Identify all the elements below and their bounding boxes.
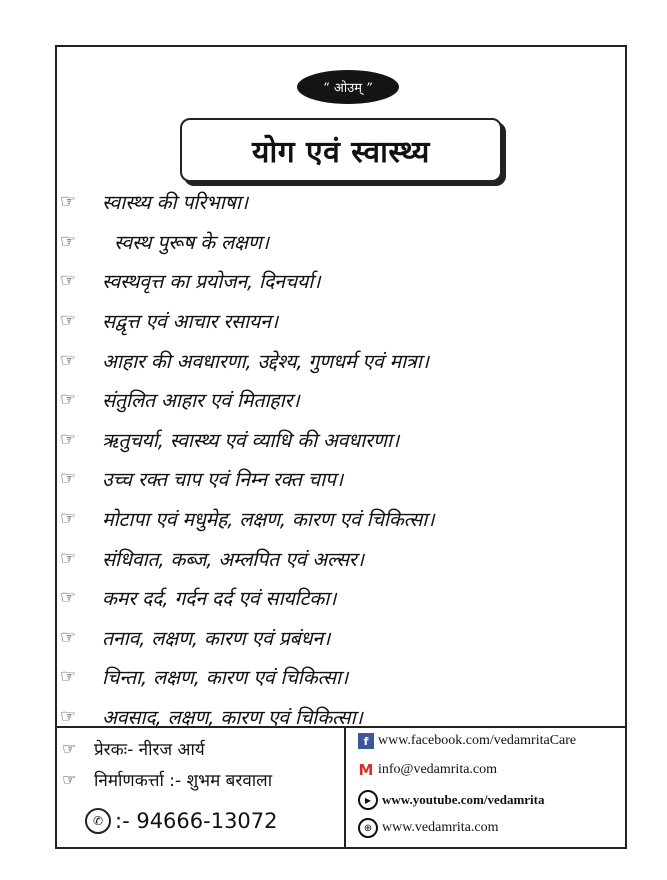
footer-divider-vertical bbox=[344, 726, 346, 849]
pointing-hand-icon: ☞ bbox=[60, 508, 77, 530]
producer-text: निर्माणकर्त्ता :- शुभम बरवाला bbox=[94, 771, 273, 791]
pointing-hand-icon: ☞ bbox=[60, 389, 77, 411]
list-item bbox=[60, 657, 620, 697]
facebook-icon: f bbox=[358, 733, 374, 749]
pointing-hand-icon: ☞ bbox=[60, 547, 77, 569]
pointing-hand-icon: ☞ bbox=[60, 587, 77, 609]
pointing-hand-icon: ☞ bbox=[62, 770, 77, 789]
list-item bbox=[60, 261, 620, 301]
topic-text: स्वस्थ पुरूष के लक्षण। bbox=[114, 230, 269, 254]
topic-text: अवसाद, लक्षण, कारण एवं चिकित्सा। bbox=[102, 706, 363, 730]
list-item bbox=[60, 499, 620, 539]
topic-list bbox=[60, 182, 620, 736]
pointing-hand-icon: ☞ bbox=[60, 191, 77, 213]
pointing-hand-icon: ☞ bbox=[60, 230, 77, 252]
topic-text: उच्च रक्त चाप एवं निम्न रक्त चाप। bbox=[102, 468, 343, 492]
list-item bbox=[60, 538, 620, 578]
facebook-contact bbox=[358, 733, 576, 749]
mail-icon: M bbox=[358, 761, 374, 779]
topic-text: स्वस्थवृत्त का प्रयोजन, दिनचर्या। bbox=[102, 270, 321, 294]
list-item bbox=[60, 697, 620, 737]
page-title: योग एवं स्वास्थ्य bbox=[252, 134, 430, 170]
youtube-icon: ▶ bbox=[358, 790, 378, 810]
list-item bbox=[60, 578, 620, 618]
email-contact bbox=[358, 762, 497, 778]
inspirer-text: प्रेरकः- नीरज आर्य bbox=[94, 740, 205, 760]
list-item bbox=[60, 459, 620, 499]
topic-text: तनाव, लक्षण, कारण एवं प्रबंधन। bbox=[102, 626, 331, 650]
list-item bbox=[60, 222, 620, 262]
pointing-hand-icon: ☞ bbox=[60, 270, 77, 292]
topic-text: आहार की अवधारणा, उद्देश्य, गुणधर्म एवं मात्रा। bbox=[102, 349, 429, 373]
om-badge: “ ओउम् ” bbox=[297, 70, 399, 104]
pointing-hand-icon: ☞ bbox=[60, 349, 77, 371]
list-item bbox=[60, 340, 620, 380]
phone-contact bbox=[85, 808, 278, 834]
list-item bbox=[60, 182, 620, 222]
email-link[interactable]: info@vedamrita.com bbox=[378, 762, 498, 777]
topic-text: मोटापा एवं मधुमेह, लक्षण, कारण एवं चिकित्सा। bbox=[102, 508, 435, 532]
topic-text: संतुलित आहार एवं मिताहार। bbox=[102, 389, 300, 413]
topic-text: स्वास्थ्य की परिभाषा। bbox=[102, 191, 248, 215]
producer-credit bbox=[62, 768, 272, 791]
phone-number[interactable]: :- 94666-13072 bbox=[115, 809, 278, 833]
topic-text: चिन्ता, लक्षण, कारण एवं चिकित्सा। bbox=[102, 666, 349, 690]
topic-text: ऋतुचर्या, स्वास्थ्य एवं व्याधि की अवधारणा। bbox=[102, 428, 400, 452]
inspirer-credit bbox=[62, 737, 205, 760]
website-contact bbox=[358, 818, 499, 838]
pointing-hand-icon: ☞ bbox=[62, 739, 77, 758]
pointing-hand-icon: ☞ bbox=[60, 706, 77, 728]
facebook-link[interactable]: www.facebook.com/vedamritaCare bbox=[378, 733, 577, 748]
footer-divider-horizontal bbox=[55, 726, 627, 728]
pointing-hand-icon: ☞ bbox=[60, 468, 77, 490]
pointing-hand-icon: ☞ bbox=[60, 666, 77, 688]
list-item bbox=[60, 301, 620, 341]
title-box bbox=[180, 118, 502, 182]
globe-icon: ⊕ bbox=[358, 818, 378, 838]
youtube-contact bbox=[358, 790, 545, 810]
list-item bbox=[60, 380, 620, 420]
list-item bbox=[60, 420, 620, 460]
pointing-hand-icon: ☞ bbox=[60, 310, 77, 332]
topic-text: सद्वृत्त एवं आचार रसायन। bbox=[102, 310, 278, 334]
youtube-link[interactable]: www.youtube.com/vedamrita bbox=[382, 792, 545, 807]
pointing-hand-icon: ☞ bbox=[60, 428, 77, 450]
list-item bbox=[60, 618, 620, 658]
topic-text: संधिवात, कब्ज, अम्लपित एवं अल्सर। bbox=[102, 547, 364, 571]
topic-text: कमर दर्द, गर्दन दर्द एवं सायटिका। bbox=[102, 587, 337, 611]
pointing-hand-icon: ☞ bbox=[60, 626, 77, 648]
website-link[interactable]: www.vedamrita.com bbox=[382, 820, 499, 835]
whatsapp-icon: ✆ bbox=[85, 808, 111, 834]
